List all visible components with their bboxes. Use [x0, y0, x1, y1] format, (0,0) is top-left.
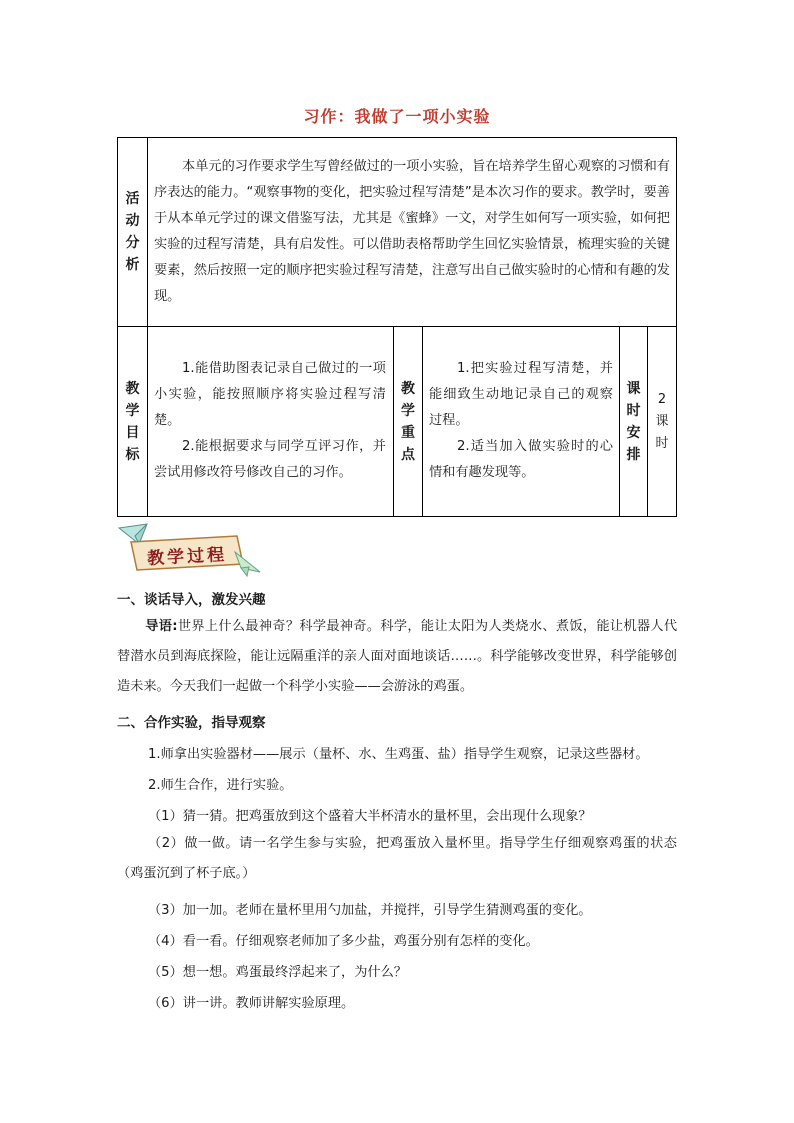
analysis-label [118, 138, 147, 326]
goal-label-char: 标 [125, 446, 140, 463]
analysis-label-char: 动 [125, 213, 140, 229]
section-heading: 二、合作实验，指导观察 [117, 715, 266, 731]
list-item: （2）做一做。请一名学生参与实验，把鸡蛋放入量杯里。指导学生仔细观察鸡蛋的状态（鸡蛋沉到了杯子底。） [117, 836, 677, 881]
lead-paragraph [117, 612, 677, 702]
hours-value-char: 2 [657, 391, 667, 407]
analysis-label-char: 析 [125, 257, 140, 273]
table-divider [147, 138, 148, 516]
goal-item: 2.能根据要求与同学互评习作，并尝试用修改符号修改自己的习作。 [154, 439, 386, 480]
list-item: （1）猜一猜。把鸡蛋放到这个盛着大半杯清水的量杯里，会出现什么现象？ [148, 809, 592, 824]
focus-cell [429, 356, 613, 486]
teaching-process-banner [117, 522, 262, 577]
section-heading: 一、谈话导入，激发兴趣 [117, 592, 266, 608]
focus-item: 2.适当加入做实验时的心情和有趣发现等。 [429, 439, 613, 480]
list-item: （5）想一想。鸡蛋最终浮起来了，为什么？ [148, 965, 407, 980]
hours-value [648, 327, 676, 516]
focus-label-char: 教 [401, 380, 415, 397]
analysis-label-char: 活 [125, 191, 140, 207]
list-item: （4）看一看。仔细观察老师加了多少盐，鸡蛋分别有怎样的变化。 [148, 934, 539, 949]
focus-label [394, 327, 422, 516]
goal-label [118, 327, 147, 516]
page-title: 习作：我做了一项小实验 [303, 107, 491, 126]
goal-label-char: 目 [125, 424, 140, 441]
analysis-label-char: 分 [125, 235, 140, 251]
hours-label-char: 安 [626, 424, 641, 441]
list-item: 2.师生合作，进行实验。 [148, 778, 293, 793]
hours-value-char: 时 [655, 435, 669, 451]
lead-label: 导语: [145, 619, 178, 634]
goal-label-char: 学 [125, 402, 140, 419]
hours-label-char: 课 [626, 380, 641, 397]
list-item: （6）讲一讲。教师讲解实验原理。 [148, 996, 355, 1011]
focus-item: 1.把实验过程写清楚，并能细致生动地记录自己的观察过程。 [429, 361, 613, 428]
hours-label [620, 327, 647, 516]
focus-label-char: 重 [401, 424, 415, 441]
analysis-text: 本单元的习作要求学生写曾经做过的一项小实验，旨在培养学生留心观察的习惯和有序表达的能力。“观察事物的变化，把实验过程写清楚”是本次习作的要求。教学时，要善于从本单元学过的课文借鉴写法，尤其是《蜜蜂》一文，对学生如何写一项实验，如何把实验的过程写清楚，具有启发性。可以借助表格帮助学生回忆实验情景，梳理实验的关键要素，然后按照一定的顺序把实验过程写清楚，注意写出自己做实验时的心情和有趣的发现。 [154, 159, 670, 304]
focus-label-char: 点 [401, 446, 415, 463]
hours-label-char: 排 [626, 446, 641, 463]
hours-value-char: 课 [655, 413, 669, 429]
goal-item: 1.能借助图表记录自己做过的一项小实验，能按照顺序将实验过程写清楚。 [154, 361, 386, 428]
goal-label-char: 教 [125, 380, 140, 397]
goal-cell [154, 356, 386, 486]
analysis-cell [154, 154, 670, 310]
banner-text: 教学过程 [146, 544, 228, 570]
list-item: （3）加一加。老师在量杯里用勺加盐，并搅拌，引导学生猜测鸡蛋的变化。 [148, 903, 592, 918]
list-item: 1.师拿出实验器材——展示（量杯、水、生鸡蛋、盐）指导学生观察，记录这些器材。 [148, 747, 649, 762]
hours-label-char: 时 [626, 402, 641, 419]
lead-text: 世界上什么最神奇？科学最神奇。科学，能让太阳为人类烧水、煮饭，能让机器人代替潜水员到海底探险，能让远隔重洋的亲人面对面地谈话……。科学能够改变世界，科学能够创造未来。今天我们一起做一个科学小实验——会游泳的鸡蛋。 [117, 619, 678, 694]
table-divider [422, 326, 423, 516]
focus-label-char: 学 [401, 402, 415, 419]
lesson-overview-table [117, 137, 677, 517]
